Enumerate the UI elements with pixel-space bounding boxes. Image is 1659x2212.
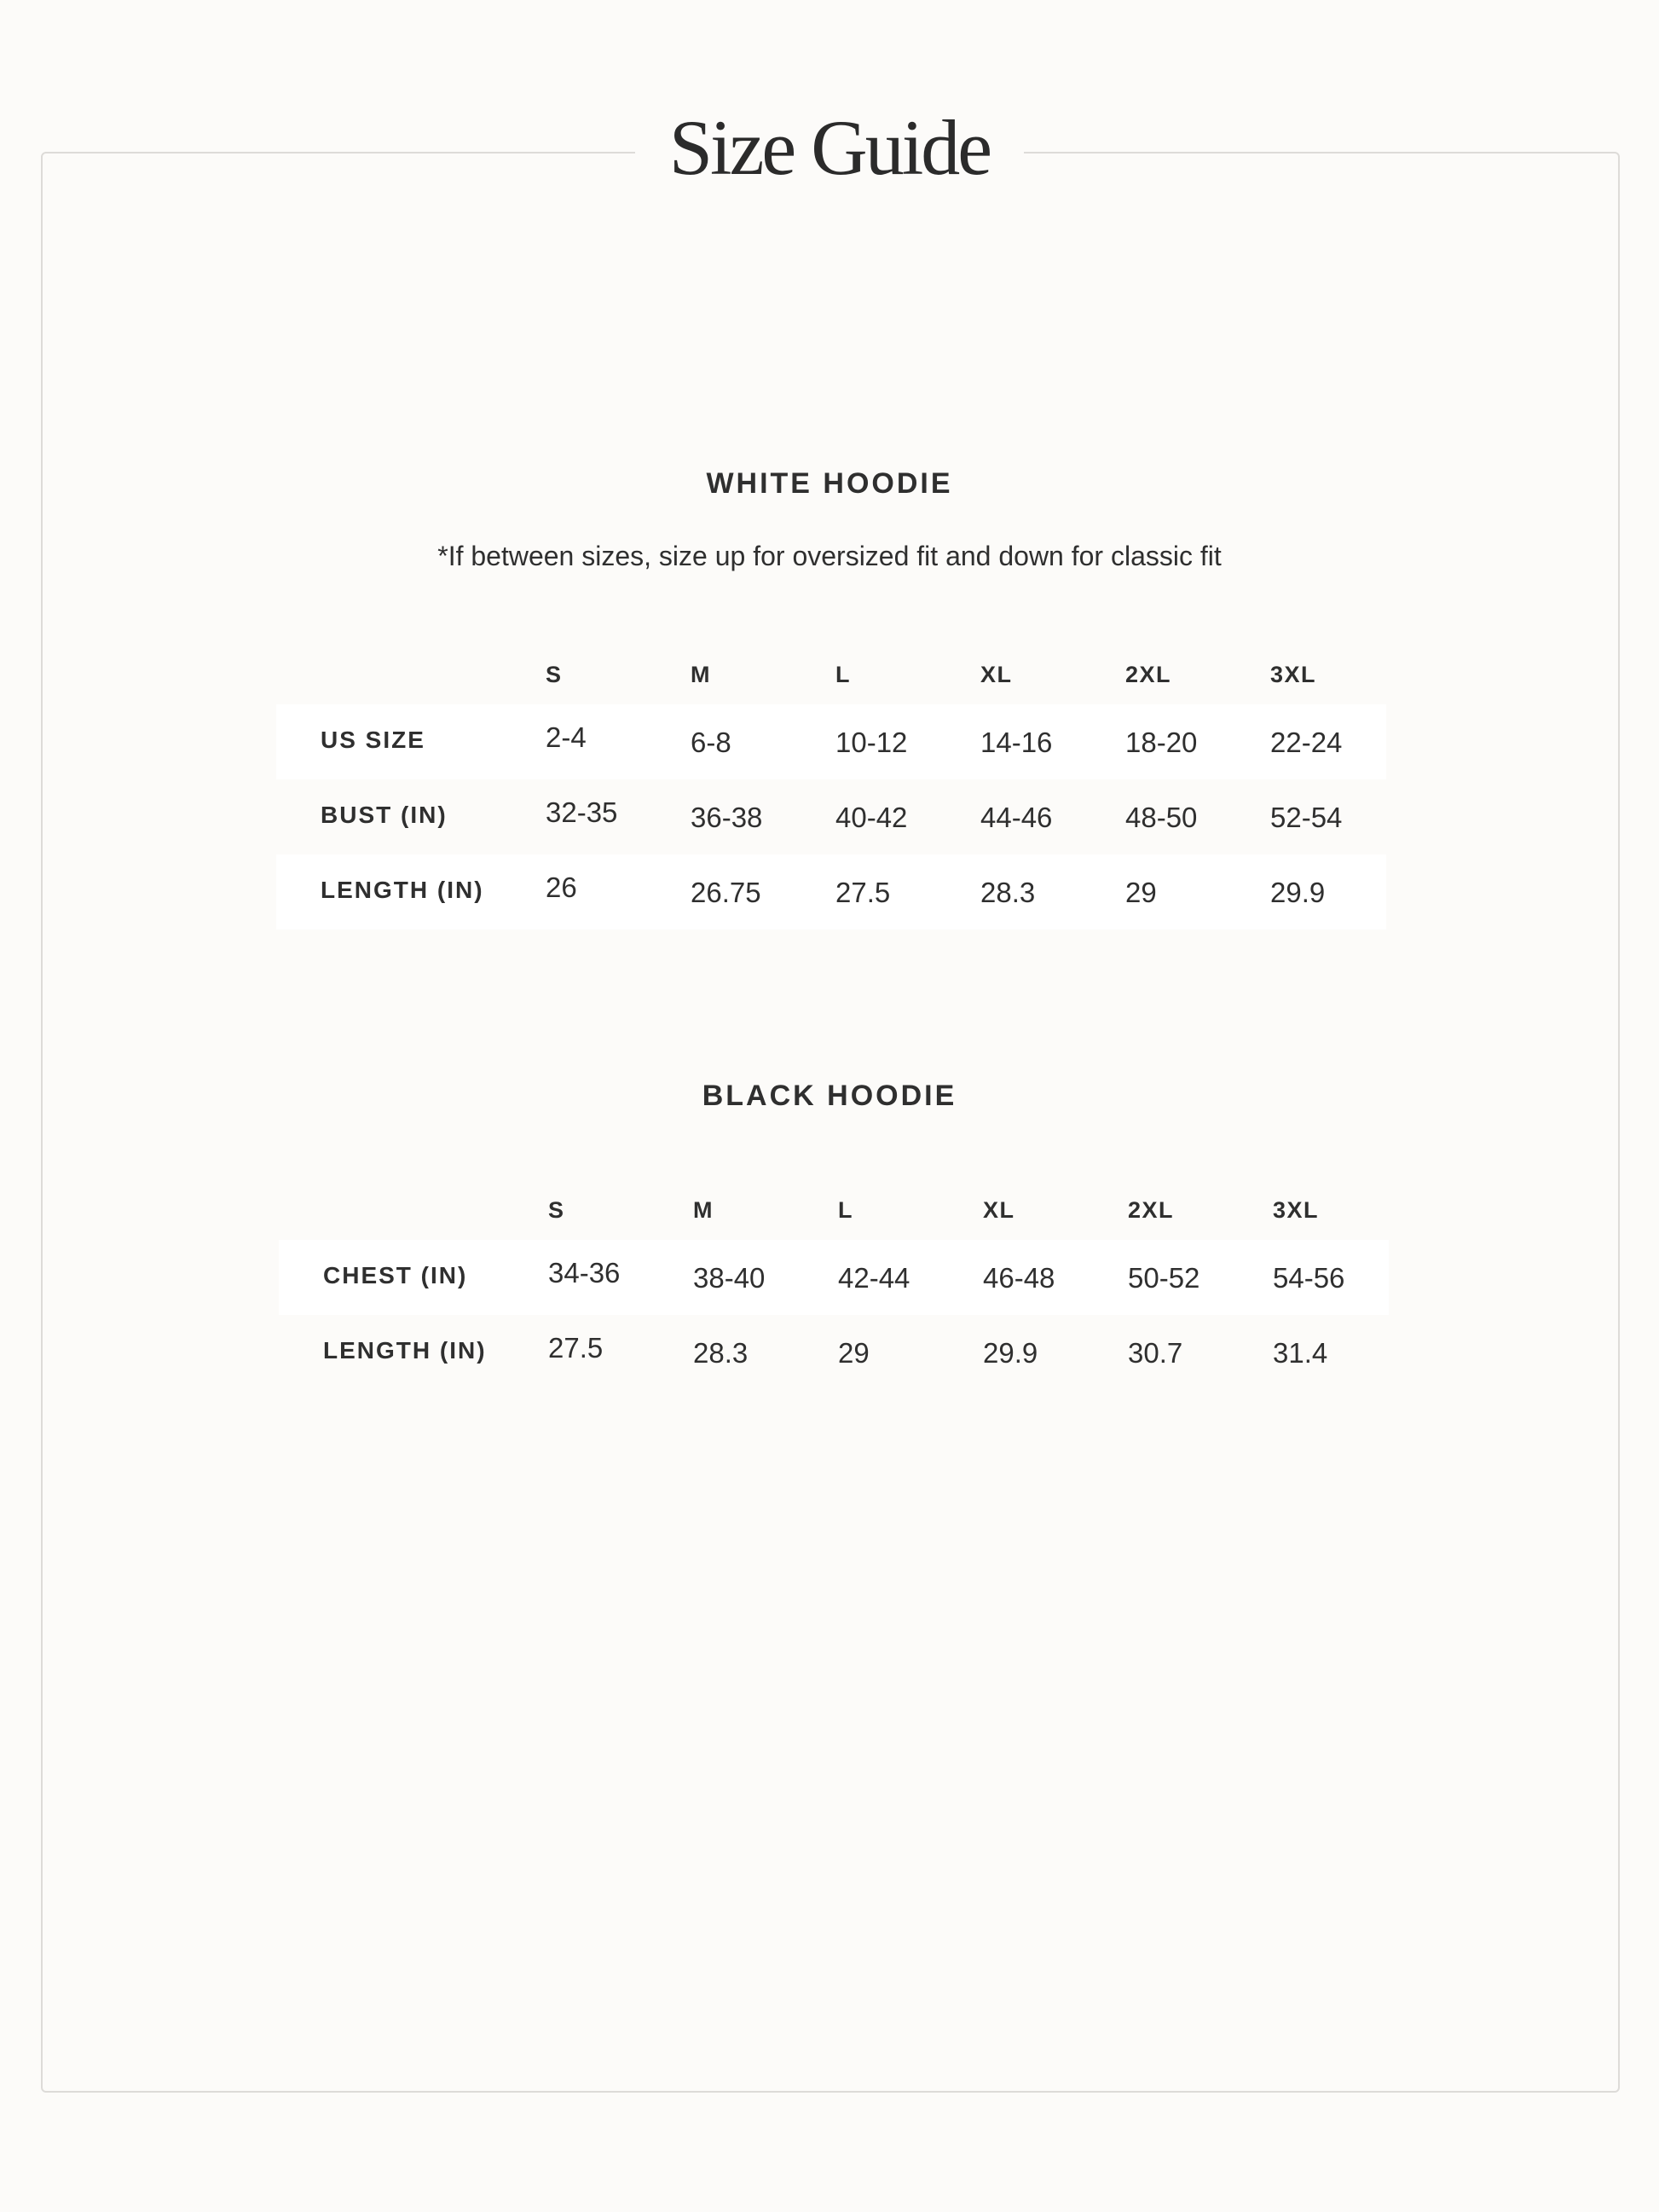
table-row (276, 854, 1386, 929)
table-header-row (279, 1189, 1389, 1240)
column-header: M (693, 1197, 714, 1223)
column-header: S (548, 1197, 565, 1223)
table-cell: 40-42 (835, 802, 908, 833)
row-label: BUST (IN) (321, 802, 448, 828)
row-label: LENGTH (IN) (323, 1337, 487, 1364)
table-row (279, 1240, 1389, 1315)
table-cell: 29 (1125, 877, 1157, 908)
table-row (276, 704, 1386, 779)
table-cell: 34-36 (548, 1257, 621, 1288)
page-title: Size Guide (635, 101, 1024, 194)
black-hoodie-table (279, 1189, 1389, 1390)
table-cell: 36-38 (691, 802, 763, 833)
table-cell: 29 (838, 1337, 870, 1369)
table-cell: 26 (546, 871, 577, 903)
white-hoodie-title: WHITE HOODIE (706, 467, 953, 500)
white-hoodie-table (276, 653, 1386, 929)
table-cell: 22-24 (1270, 727, 1343, 758)
table-cell: 52-54 (1270, 802, 1343, 833)
column-header: 3XL (1270, 662, 1317, 687)
table-header-row (276, 653, 1386, 704)
table-cell: 28.3 (693, 1337, 749, 1369)
table-cell: 28.3 (980, 877, 1036, 908)
table-cell: 6-8 (691, 727, 731, 758)
table-cell: 50-52 (1128, 1262, 1200, 1294)
column-header: S (546, 662, 563, 687)
row-label: US SIZE (321, 727, 425, 753)
column-header: L (835, 662, 851, 687)
table-cell: 29.9 (1270, 877, 1326, 908)
table-cell: 10-12 (835, 727, 908, 758)
row-label: CHEST (IN) (323, 1262, 468, 1288)
size-guide-frame (41, 152, 1620, 2093)
column-header: 2XL (1128, 1197, 1175, 1223)
table-cell: 30.7 (1128, 1337, 1183, 1369)
column-header: XL (980, 662, 1013, 687)
column-header: XL (983, 1197, 1015, 1223)
table-cell: 42-44 (838, 1262, 910, 1294)
table-cell: 46-48 (983, 1262, 1055, 1294)
row-label: LENGTH (IN) (321, 877, 484, 903)
table-cell: 26.75 (691, 877, 761, 908)
title-wrap (0, 101, 1659, 194)
size-note: *If between sizes, size up for oversized fit and down for classic fit (437, 541, 1222, 571)
table-cell: 27.5 (835, 877, 891, 908)
table-cell: 44-46 (980, 802, 1053, 833)
table-row (279, 1315, 1389, 1390)
table-cell: 29.9 (983, 1337, 1038, 1369)
table-cell: 38-40 (693, 1262, 766, 1294)
table-cell: 14-16 (980, 727, 1053, 758)
column-header: 3XL (1273, 1197, 1320, 1223)
column-header: M (691, 662, 711, 687)
column-header: L (838, 1197, 853, 1223)
table-cell: 2-4 (546, 721, 587, 753)
table-cell: 54-56 (1273, 1262, 1345, 1294)
column-header: 2XL (1125, 662, 1172, 687)
table-cell: 48-50 (1125, 802, 1198, 833)
table-cell: 32-35 (546, 796, 618, 828)
table-cell: 18-20 (1125, 727, 1198, 758)
table-cell: 31.4 (1273, 1337, 1328, 1369)
table-cell: 27.5 (548, 1332, 604, 1364)
black-hoodie-title: BLACK HOODIE (702, 1080, 957, 1112)
table-row (276, 779, 1386, 854)
